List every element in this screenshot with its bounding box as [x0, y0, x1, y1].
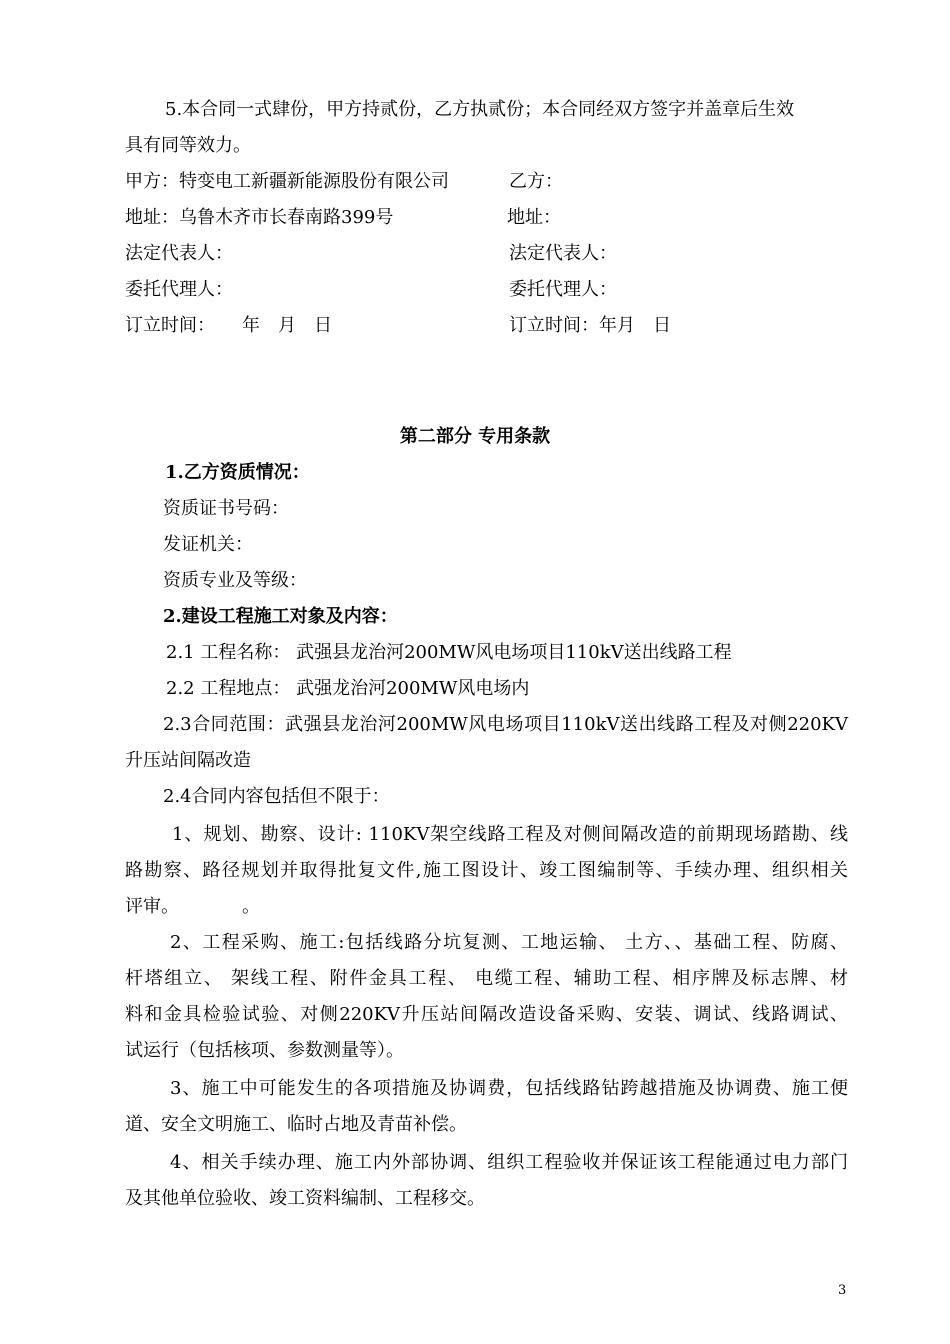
item-1-line-2: 路勘察、路径规划并取得批复文件,施工图设计、竣工图编制等、手续办理、组织相关 [125, 860, 848, 881]
section-2-2: 2.2 工程地点： 武强龙治河200MW风电场内 [166, 678, 530, 699]
party-a-legal-rep: 法定代表人： [125, 243, 233, 264]
item-1-line-3: 评审。 。 [125, 896, 260, 917]
item-2-line-3: 料和金具检验试验、对侧220KV升压站间隔改造设备采购、安装、调试、线路调试、 [125, 1004, 848, 1025]
section-2-heading: 2.建设工程施工对象及内容： [163, 606, 398, 627]
specialty-grade-label: 资质专业及等级： [163, 570, 307, 591]
item-2-line-2: 杆塔组立、 架线工程、附件金具工程、 电缆工程、辅助工程、相序牌及标志牌、材 [125, 968, 848, 989]
page-number: 3 [838, 1283, 847, 1298]
item-3-line-2: 道、安全文明施工、临时占地及青苗补偿。 [125, 1114, 467, 1135]
party-b-date: 订立时间：年月 日 [509, 315, 671, 336]
clause-5-line-1: 5.本合同一式肆份，甲方持贰份，乙方执贰份；本合同经双方签字并盖章后生效 [165, 99, 795, 120]
section-2-4: 2.4合同内容包括但不限于： [163, 786, 390, 807]
section-2-3-line-1: 2.3合同范围：武强县龙治河200MW风电场项目110kV送出线路工程及对侧220KV [163, 714, 848, 735]
part-2-title: 第二部分 专用条款 [399, 426, 551, 447]
issuer-label: 发证机关： [163, 534, 253, 555]
cert-number-label: 资质证书号码： [163, 498, 289, 519]
item-1-line-1: 1、规划、勘察、设计: 110KV架空线路工程及对侧间隔改造的前期现场踏勘、线 [172, 824, 848, 845]
party-b-agent: 委托代理人： [509, 279, 617, 300]
section-2-1: 2.1 工程名称： 武强县龙治河200MW风电场项目110kV送出线路工程 [166, 642, 732, 663]
section-2-3-line-2: 升压站间隔改造 [125, 750, 251, 771]
party-a-name: 甲方：特变电工新疆新能源股份有限公司 [125, 171, 449, 192]
clause-5-line-2: 具有同等效力。 [125, 135, 251, 156]
party-b-name: 乙方： [509, 171, 563, 192]
party-a-agent: 委托代理人： [125, 279, 233, 300]
party-a-date: 订立时间： 年 月 日 [125, 315, 332, 336]
party-a-address: 地址：乌鲁木齐市长春南路399号 [125, 207, 394, 228]
item-3-line-1: 3、施工中可能发生的各项措施及协调费，包括线路钻跨越措施及协调费、施工便 [170, 1078, 848, 1099]
item-4-line-1: 4、相关手续办理、施工内外部协调、组织工程验收并保证该工程能通过电力部门 [170, 1152, 848, 1173]
party-b-legal-rep: 法定代表人： [509, 243, 617, 264]
party-b-address: 地址： [507, 207, 561, 228]
section-1-heading: 1.乙方资质情况： [165, 462, 310, 483]
item-4-line-2: 及其他单位验收、竣工资料编制、工程移交。 [125, 1188, 485, 1209]
item-2-line-4: 试运行（包括核项、参数测量等）。 [125, 1040, 404, 1061]
item-2-line-1: 2、工程采购、施工:包括线路分坑复测、工地运输、 土方、、基础工程、防腐、 [170, 932, 848, 953]
